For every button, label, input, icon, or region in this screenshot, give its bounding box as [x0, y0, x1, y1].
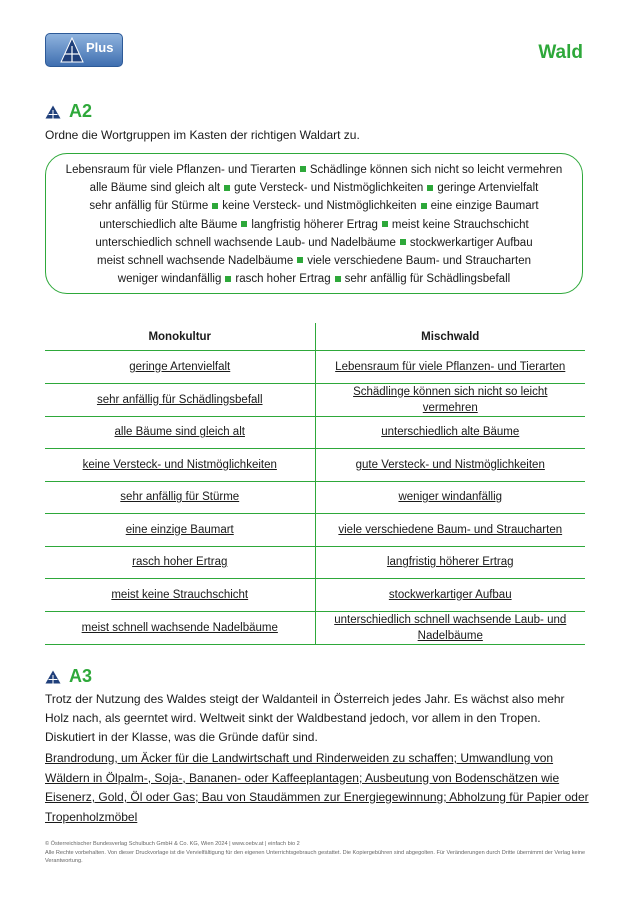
triangle-logo-icon — [60, 37, 84, 63]
column-header-mischwald: Mischwald — [315, 323, 585, 351]
answer-text: stockwerkartiger Aufbau — [388, 588, 512, 601]
section-a2-heading — [45, 101, 92, 122]
a3-instruction: Trotz der Nutzung des Waldes steigt der Waldanteil in Österreich jedes Jahr. Es wächst also mehr Holz nach, als geerntet wird. Weltweit sinkt der Waldbestand jedoch, vor allem in den Tropen. Diskutiert in der Klasse, was die Gründe dafür sind. — [45, 692, 565, 744]
table-row — [45, 579, 585, 612]
word-group: weniger windanfällig — [117, 273, 222, 286]
word-group: Schädlinge können sich nicht so leicht vermehren — [309, 164, 563, 176]
answer-text: geringe Artenvielfalt — [129, 360, 231, 373]
table-row — [45, 481, 585, 514]
answer-text: langfristig höherer Ertrag — [386, 556, 514, 569]
separator-square-icon — [300, 166, 306, 172]
answer-text: keine Versteck- und Nistmöglichkeiten — [82, 458, 277, 471]
triangle-icon — [45, 105, 61, 119]
word-group: eine einzige Baumart — [430, 200, 539, 213]
cell-monokultur — [45, 416, 315, 449]
footer-copyright: © Österreichischer Bundesverlag Schulbuch GmbH & Co. KG, Wien 2024 | www.oebv.at | einfach bio 2 — [45, 841, 300, 847]
cell-mischwald — [315, 546, 585, 579]
cell-mischwald — [315, 449, 585, 482]
answer-text: weniger windanfällig — [398, 491, 503, 504]
separator-square-icon — [241, 221, 247, 227]
logo — [45, 33, 123, 67]
cell-monokultur — [45, 351, 315, 384]
table-row — [45, 611, 585, 644]
a2-instruction: Ordne die Wortgruppen im Kasten der richtigen Waldart zu. — [45, 128, 360, 142]
word-box-line — [52, 216, 576, 234]
answer-text: sehr anfällig für Schädlingsbefall — [96, 393, 263, 406]
word-group: meist keine Strauchschicht — [391, 218, 529, 231]
word-group: geringe Artenvielfalt — [437, 182, 539, 195]
section-a3-heading — [45, 666, 92, 687]
word-group: langfristig höherer Ertrag — [251, 218, 378, 231]
separator-square-icon — [421, 203, 427, 209]
separator-square-icon — [400, 239, 406, 245]
footer — [45, 840, 590, 866]
cell-monokultur — [45, 383, 315, 416]
word-group: rasch hoher Ertrag — [235, 273, 331, 286]
cell-monokultur — [45, 611, 315, 644]
answer-table — [45, 323, 585, 645]
word-group: meist schnell wachsende Nadelbäume — [97, 255, 294, 268]
separator-square-icon — [335, 276, 341, 282]
cell-mischwald — [315, 416, 585, 449]
separator-square-icon — [297, 257, 303, 263]
word-group: unterschiedlich alte Bäume — [99, 218, 238, 231]
separator-square-icon — [212, 203, 218, 209]
separator-square-icon — [224, 185, 230, 191]
answer-text: Schädlinge können sich nicht so leicht vermehren — [353, 385, 548, 414]
separator-square-icon — [382, 221, 388, 227]
word-group: alle Bäume sind gleich alt — [89, 182, 221, 195]
table-row — [45, 351, 585, 384]
answer-text: alle Bäume sind gleich alt — [114, 426, 245, 439]
word-group: Lebensraum für viele Pflanzen- und Tierarten — [65, 164, 296, 176]
answer-text: meist keine Strauchschicht — [111, 588, 249, 601]
word-box-line — [52, 234, 576, 252]
answer-text: unterschiedlich schnell wachsende Laub- und Nadelbäume — [334, 613, 567, 642]
word-group: unterschiedlich schnell wachsende Laub- und Nadelbäume — [95, 236, 396, 249]
word-box-line — [52, 197, 576, 215]
answer-text: viele verschiedene Baum- und Straucharten — [338, 523, 563, 536]
word-group: sehr anfällig für Schädlingsbefall — [344, 273, 511, 286]
cell-monokultur — [45, 546, 315, 579]
answer-text: Lebensraum für viele Pflanzen- und Tierarten — [335, 360, 566, 373]
word-group: stockwerkartiger Aufbau — [409, 236, 533, 249]
cell-monokultur — [45, 579, 315, 612]
cell-monokultur — [45, 481, 315, 514]
section-a2-label: A2 — [69, 101, 93, 121]
cell-mischwald — [315, 514, 585, 547]
separator-square-icon — [225, 276, 231, 282]
cell-mischwald — [315, 579, 585, 612]
triangle-icon — [45, 670, 61, 684]
answer-text: meist schnell wachsende Nadelbäume — [81, 621, 278, 634]
table-header-row — [45, 323, 585, 351]
logo-text: Plus — [86, 40, 114, 55]
table-row — [45, 449, 585, 482]
table-row — [45, 546, 585, 579]
answer-text: eine einzige Baumart — [125, 523, 234, 536]
column-header-monokultur: Monokultur — [45, 323, 315, 351]
a3-answer: Brandrodung, um Äcker für die Landwirtschaft und Rinderweiden zu schaffen; Umwandlung von Wäldern in Ölpalm-, Soja-, Bananen- oder Kaffeeplantagen; Ausbeutung von Bodenschätzen wie Eisenerz, Gold, Öl oder Gas; Bau von Staudämmen zur Energiegewinnung; Abholzung für Papier oder Tropenholzmöbel — [45, 751, 589, 824]
table-row — [45, 416, 585, 449]
word-box-line — [52, 252, 576, 270]
section-a3-label: A3 — [69, 666, 93, 686]
table-row — [45, 383, 585, 416]
page-title: Wald — [538, 42, 583, 63]
cell-monokultur — [45, 514, 315, 547]
word-box — [45, 153, 583, 294]
cell-monokultur — [45, 449, 315, 482]
answer-text: rasch hoher Ertrag — [132, 556, 228, 569]
cell-mischwald — [315, 611, 585, 644]
cell-mischwald — [315, 351, 585, 384]
separator-square-icon — [427, 185, 433, 191]
word-box-line — [52, 161, 576, 179]
cell-mischwald — [315, 383, 585, 416]
cell-mischwald — [315, 481, 585, 514]
table-row — [45, 514, 585, 547]
word-group: sehr anfällig für Stürme — [89, 200, 209, 213]
word-group: gute Versteck- und Nistmöglichkeiten — [234, 182, 424, 195]
answer-text: sehr anfällig für Stürme — [120, 491, 240, 504]
answer-text: gute Versteck- und Nistmöglichkeiten — [355, 458, 545, 471]
word-box-line — [52, 270, 576, 288]
answer-text: unterschiedlich alte Bäume — [381, 426, 520, 439]
word-box-line — [52, 179, 576, 197]
footer-rights: Alle Rechte vorbehalten. Von dieser Druckvorlage ist die Vervielfältigung für den eigenen Unterrichtsgebrauch gestattet. Die Kopiergebühren sind abgegolten. Für Veränderungen durch Dritte übernimmt der Verlag keine Verantwortung. — [45, 849, 586, 864]
word-group: viele verschiedene Baum- und Straucharten — [307, 255, 531, 268]
word-group: keine Versteck- und Nistmöglichkeiten — [222, 200, 417, 213]
